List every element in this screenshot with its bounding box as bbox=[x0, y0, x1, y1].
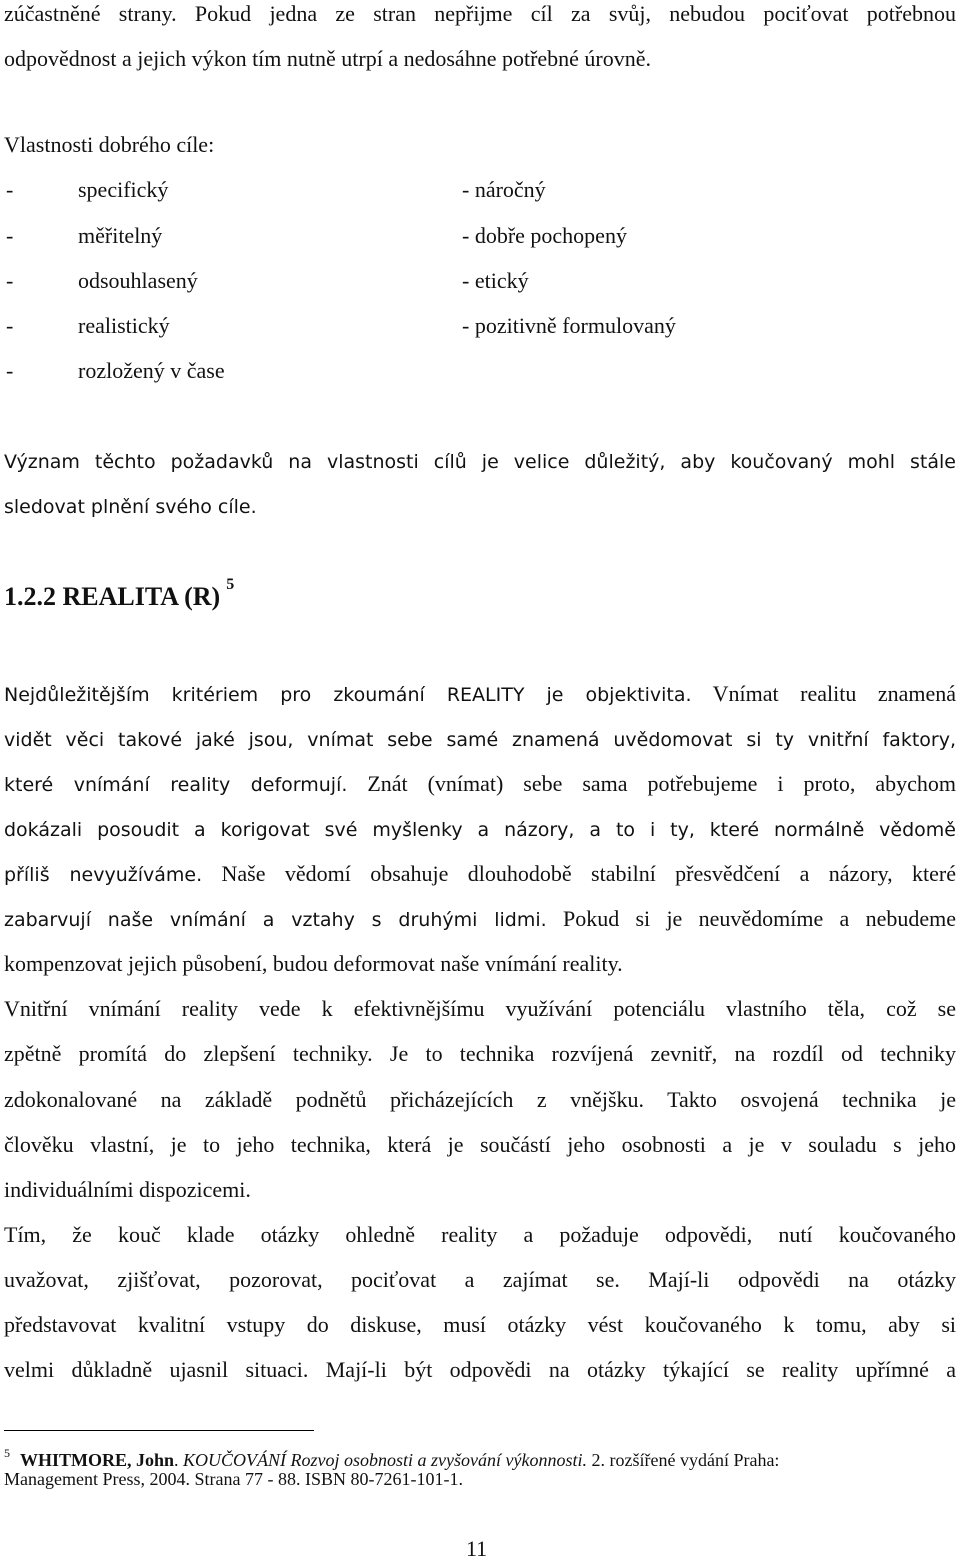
body-serif-segment: člověku vlastní, je to jeho technika, která je součástí jeho osobnosti a je v souladu s jeho bbox=[4, 1132, 956, 1157]
body-serif-segment: Vnitřní vnímání reality vede k efektivnějšímu využívání potenciálu vlastního těla, což se bbox=[4, 996, 956, 1021]
footnote-edition: 2. rozšířené vydání Praha: bbox=[587, 1450, 780, 1470]
goal-item-right: - etický bbox=[462, 268, 529, 293]
body-serif-segment: představovat kvalitní vstupy do diskuse, musí otázky vést koučovaného k tomu, aby si bbox=[4, 1312, 956, 1337]
significance-line-2: sledovat plnění svého cíle. bbox=[4, 496, 257, 518]
dash-marker: - bbox=[6, 313, 14, 338]
footnote-title: KOUČOVÁNÍ Rozvoj osobnosti a zvyšování výkonnosti. bbox=[183, 1450, 587, 1470]
body-sans-segment: vidět věci takové jaké jsou, vnímat sebe samé znamená uvědomovat si ty vnitřní faktory, bbox=[4, 729, 956, 751]
body-serif-segment: Vnímat realitu znamená bbox=[691, 681, 956, 706]
goal-item: rozložený v čase bbox=[78, 358, 225, 383]
body-line bbox=[4, 995, 956, 1023]
body-line bbox=[4, 1356, 956, 1384]
body-sans-segment: které vnímání reality deformují. bbox=[4, 774, 348, 796]
body-serif-segment: zdokonalované na základě podnětů přicházejících z vnějšku. Takto osvojená technika je bbox=[4, 1087, 956, 1112]
footnote-divider bbox=[4, 1430, 314, 1431]
footnote-ref: 5 bbox=[226, 576, 235, 594]
body-line bbox=[4, 680, 956, 709]
body-line bbox=[4, 725, 956, 754]
goal-item-right: - pozitivně formulovaný bbox=[462, 313, 676, 338]
body-sans-segment: Nejdůležitějším kritériem pro zkoumání REALITY je objektivita. bbox=[4, 684, 692, 706]
body-line bbox=[4, 1040, 956, 1068]
body-serif-segment: individuálními dispozicemi. bbox=[4, 1177, 251, 1202]
page-number: 11 bbox=[466, 1536, 488, 1561]
body-line bbox=[4, 1086, 956, 1114]
footnote-line-2: Management Press, 2004. Strana 77 - 88. ISBN 80-7261-101-1. bbox=[4, 1469, 463, 1489]
intro-line-2: odpovědnost a jejich výkon tím nutně utrpí a nedosáhne potřebné úrovně. bbox=[4, 46, 652, 71]
body-line bbox=[4, 1266, 956, 1294]
body-line bbox=[4, 950, 623, 978]
section-heading-text: 1.2.2 REALITA (R) bbox=[4, 582, 221, 611]
body-line bbox=[4, 770, 956, 799]
goal-item: odsouhlasený bbox=[78, 268, 198, 293]
body-line bbox=[4, 815, 956, 844]
section-heading bbox=[4, 576, 235, 612]
goal-item: měřitelný bbox=[78, 223, 163, 248]
body-serif-segment: uvažovat, zjišťovat, pozorovat, pociťovat a zajímat se. Mají-li odpovědi na otázky bbox=[4, 1267, 956, 1292]
body-serif-segment: velmi důkladně ujasnil situaci. Mají-li být odpovědi na otázky týkající se reality upřímné a bbox=[4, 1357, 956, 1382]
body-serif-segment: zpětně promítá do zlepšení techniky. Je to technika rozvíjená zevnitř, na rozdíl od techniky bbox=[4, 1041, 956, 1066]
goal-item: realistický bbox=[78, 313, 170, 338]
body-line bbox=[4, 905, 956, 934]
goal-item-right: - dobře pochopený bbox=[462, 223, 627, 248]
body-line bbox=[4, 1176, 251, 1204]
body-line bbox=[4, 1221, 956, 1249]
dash-marker: - bbox=[6, 223, 14, 248]
body-serif-segment: kompenzovat jejich působení, budou deformovat naše vnímání reality. bbox=[4, 951, 623, 976]
body-serif-segment: Pokud si je neuvědomíme a nebudeme bbox=[546, 906, 956, 931]
dash-marker: - bbox=[6, 268, 14, 293]
body-sans-segment: příliš nevyužíváme. bbox=[4, 864, 203, 886]
body-line bbox=[4, 1311, 956, 1339]
body-sans-segment: zabarvují naše vnímání a vztahy s druhými lidmi. bbox=[4, 909, 547, 931]
body-serif-segment: Tím, že kouč klade otázky ohledně reality a požaduje odpovědi, nutí koučovaného bbox=[4, 1222, 956, 1247]
body-serif-segment: Naše vědomí obsahuje dlouhodobě stabilní přesvědčení a názory, které bbox=[202, 861, 956, 886]
goal-item: specifický bbox=[78, 177, 169, 202]
significance-line-1: Význam těchto požadavků na vlastnosti cílů je velice důležitý, aby koučovaný mohl stále bbox=[4, 451, 956, 473]
intro-line-1: zúčastněné strany. Pokud jedna ze stran nepřijme cíl za svůj, nebudou pociťovat potřebnou bbox=[4, 1, 956, 26]
body-line bbox=[4, 1131, 956, 1159]
body-serif-segment: Znát (vnímat) sebe sama potřebujeme i proto, abychom bbox=[347, 771, 956, 796]
footnote-line-1: $^5$ WHITMORE, John. KOUČOVÁNÍ Rozvoj osobnosti a zvyšování výkonnosti. 2. rozšířené vydání Praha: bbox=[4, 1446, 780, 1470]
footnote-number: 5 bbox=[4, 1446, 10, 1460]
goal-item-right: - náročný bbox=[462, 177, 546, 202]
dash-marker: - bbox=[6, 177, 14, 202]
body-sans-segment: dokázali posoudit a korigovat své myšlenky a názory, a to i ty, které normálně vědomě bbox=[4, 819, 956, 841]
dash-marker: - bbox=[6, 358, 14, 383]
goal-list-title: Vlastnosti dobrého cíle: bbox=[4, 132, 215, 157]
footnote-author: WHITMORE, John bbox=[20, 1450, 175, 1470]
body-line bbox=[4, 860, 956, 889]
